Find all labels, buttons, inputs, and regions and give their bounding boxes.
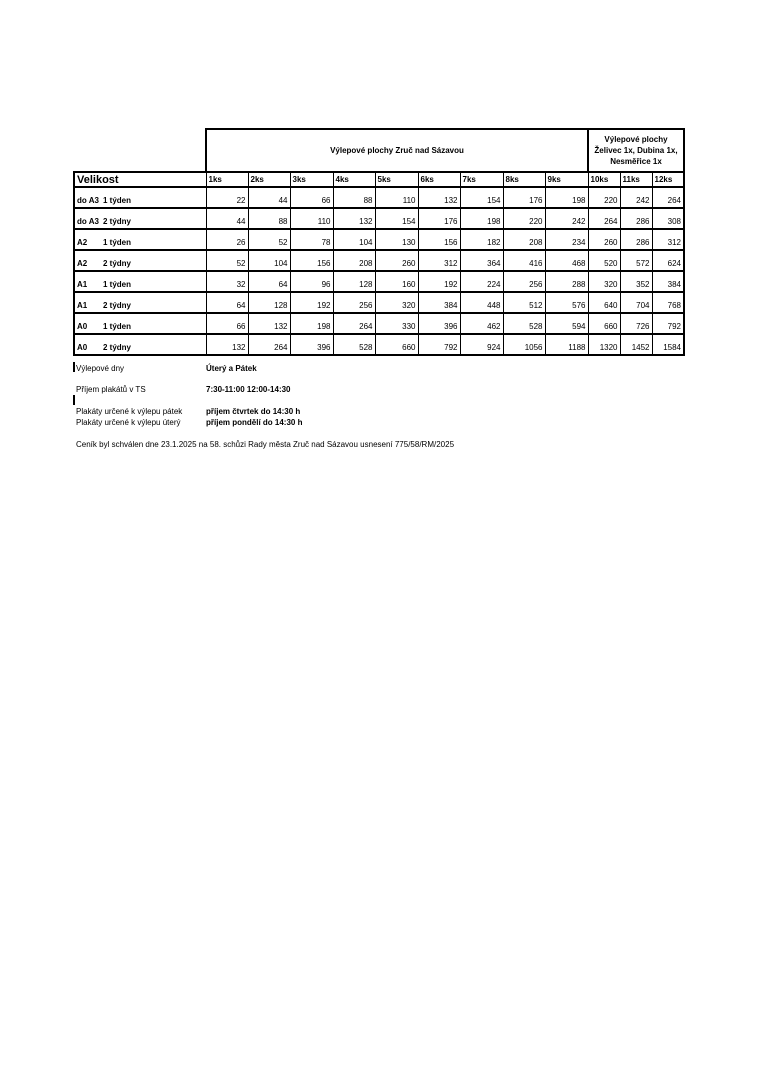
quantity-header: 10ks: [588, 172, 620, 187]
price-cell: 176: [418, 208, 460, 229]
price-cell: 104: [333, 229, 375, 250]
format-label: do A3: [77, 217, 99, 226]
price-cell: 320: [375, 292, 418, 313]
price-cell: 160: [375, 271, 418, 292]
price-cell: 594: [545, 313, 588, 334]
quantity-header: 12ks: [652, 172, 684, 187]
price-cell: 78: [290, 229, 333, 250]
price-cell: 264: [588, 208, 620, 229]
price-cell: 96: [290, 271, 333, 292]
price-cell: 286: [620, 229, 652, 250]
period-label: 1 týden: [103, 322, 132, 331]
price-cell: 260: [375, 250, 418, 271]
price-cell: 44: [206, 208, 248, 229]
table-row: [74, 187, 684, 208]
price-cell: 576: [545, 292, 588, 313]
format-label: A1: [77, 280, 88, 289]
price-cell: 352: [620, 271, 652, 292]
quantity-header: 4ks: [333, 172, 375, 187]
table-row: [74, 250, 684, 271]
price-cell: 52: [248, 229, 290, 250]
tuesday-label: Plakáty určené k výlepu úterý: [76, 418, 181, 427]
quantity-header: 6ks: [418, 172, 460, 187]
period-label: 2 týdny: [103, 301, 132, 310]
price-cell: 264: [333, 313, 375, 334]
price-cell: 520: [588, 250, 620, 271]
price-cell: 768: [652, 292, 684, 313]
price-cell: 924: [460, 334, 503, 355]
quantity-header: 5ks: [375, 172, 418, 187]
price-cell: 44: [248, 187, 290, 208]
price-cell: 448: [460, 292, 503, 313]
price-cell: 330: [375, 313, 418, 334]
quantity-header: 2ks: [248, 172, 290, 187]
price-cell: 468: [545, 250, 588, 271]
price-cell: 726: [620, 313, 652, 334]
price-cell: 132: [248, 313, 290, 334]
price-cell: 256: [503, 271, 545, 292]
table-corner: [74, 129, 206, 172]
price-cell: 132: [418, 187, 460, 208]
price-cell: 66: [290, 187, 333, 208]
format-label: A1: [77, 301, 88, 310]
price-cell: 198: [460, 208, 503, 229]
days-value: Úterý a Pátek: [206, 364, 257, 373]
friday-value: příjem čtvrtek do 14:30 h: [206, 407, 301, 416]
price-table: [73, 128, 685, 356]
price-cell: 220: [503, 208, 545, 229]
table-row: [74, 292, 684, 313]
price-cell: 384: [652, 271, 684, 292]
price-cell: 154: [460, 187, 503, 208]
price-cell: 364: [460, 250, 503, 271]
price-cell: 208: [503, 229, 545, 250]
price-cell: 288: [545, 271, 588, 292]
table-row: [74, 334, 684, 355]
price-cell: 260: [588, 229, 620, 250]
price-cell: 660: [588, 313, 620, 334]
table-row: [74, 229, 684, 250]
price-cell: 264: [652, 187, 684, 208]
table-row: [74, 313, 684, 334]
price-cell: 512: [503, 292, 545, 313]
period-label: 2 týdny: [103, 217, 132, 226]
quantity-header: 1ks: [206, 172, 248, 187]
price-cell: 1584: [652, 334, 684, 355]
quantity-header: 9ks: [545, 172, 588, 187]
table-row: [74, 271, 684, 292]
format-label: A2: [77, 259, 88, 268]
header-other-villages: Výlepové plochy Želivec 1x, Dubina 1x, Nesměřice 1x: [588, 129, 684, 172]
price-cell: 198: [290, 313, 333, 334]
price-cell: 312: [418, 250, 460, 271]
price-cell: 64: [206, 292, 248, 313]
price-cell: 416: [503, 250, 545, 271]
price-cell: 1056: [503, 334, 545, 355]
approval-note: Ceník byl schválen dne 23.1.2025 na 58. schůzi Rady města Zruč nad Sázavou usnesení 775/58/RM/2025: [76, 440, 455, 449]
price-cell: 1188: [545, 334, 588, 355]
price-cell: 176: [503, 187, 545, 208]
size-cell: [74, 292, 206, 313]
price-cell: 462: [460, 313, 503, 334]
table-row: [74, 208, 684, 229]
format-label: do A3: [77, 196, 99, 205]
price-cell: 528: [333, 334, 375, 355]
quantity-header: 8ks: [503, 172, 545, 187]
price-cell: 286: [620, 208, 652, 229]
price-table-container: [73, 128, 685, 356]
price-cell: 192: [290, 292, 333, 313]
size-cell: [74, 208, 206, 229]
price-cell: 792: [652, 313, 684, 334]
tuesday-value: příjem pondělí do 14:30 h: [206, 418, 303, 427]
format-label: A0: [77, 343, 88, 352]
price-cell: 220: [588, 187, 620, 208]
format-label: A0: [77, 322, 88, 331]
price-cell: 182: [460, 229, 503, 250]
price-cell: 1320: [588, 334, 620, 355]
price-cell: 242: [545, 208, 588, 229]
price-cell: 396: [290, 334, 333, 355]
price-cell: 192: [418, 271, 460, 292]
price-cell: 704: [620, 292, 652, 313]
price-cell: 1452: [620, 334, 652, 355]
price-cell: 22: [206, 187, 248, 208]
size-cell: [74, 313, 206, 334]
price-cell: 198: [545, 187, 588, 208]
price-cell: 528: [503, 313, 545, 334]
price-cell: 32: [206, 271, 248, 292]
size-cell: [74, 187, 206, 208]
days-label: Výlepové dny: [76, 364, 125, 373]
quantity-header: 11ks: [620, 172, 652, 187]
price-cell: 104: [248, 250, 290, 271]
quantity-header: 3ks: [290, 172, 333, 187]
price-cell: 624: [652, 250, 684, 271]
price-cell: 154: [375, 208, 418, 229]
price-cell: 660: [375, 334, 418, 355]
price-cell: 312: [652, 229, 684, 250]
format-label: A2: [77, 238, 88, 247]
intake-label: Příjem plakátů v TS: [76, 385, 146, 394]
price-cell: 320: [588, 271, 620, 292]
price-cell: 242: [620, 187, 652, 208]
intake-value: 7:30-11:00 12:00-14:30: [206, 385, 291, 394]
price-cell: 308: [652, 208, 684, 229]
row-marker: [73, 362, 75, 372]
size-cell: [74, 250, 206, 271]
price-cell: 128: [248, 292, 290, 313]
price-cell: 132: [333, 208, 375, 229]
price-cell: 640: [588, 292, 620, 313]
period-label: 2 týdny: [103, 343, 132, 352]
price-cell: 66: [206, 313, 248, 334]
price-cell: 224: [460, 271, 503, 292]
price-cell: 208: [333, 250, 375, 271]
price-cell: 396: [418, 313, 460, 334]
price-cell: 52: [206, 250, 248, 271]
size-column-header: Velikost: [74, 172, 206, 187]
price-cell: 156: [418, 229, 460, 250]
price-cell: 110: [375, 187, 418, 208]
price-cell: 256: [333, 292, 375, 313]
friday-label: Plakáty určené k výlepu pátek: [76, 407, 183, 416]
price-cell: 128: [333, 271, 375, 292]
price-cell: 384: [418, 292, 460, 313]
price-cell: 88: [248, 208, 290, 229]
column-header-row: [74, 172, 684, 187]
price-cell: 264: [248, 334, 290, 355]
size-cell: [74, 271, 206, 292]
price-cell: 130: [375, 229, 418, 250]
price-cell: 132: [206, 334, 248, 355]
price-cell: 88: [333, 187, 375, 208]
price-cell: 64: [248, 271, 290, 292]
price-cell: 234: [545, 229, 588, 250]
period-label: 1 týden: [103, 280, 132, 289]
period-label: 1 týden: [103, 238, 132, 247]
period-label: 2 týdny: [103, 259, 132, 268]
price-cell: 26: [206, 229, 248, 250]
price-cell: 110: [290, 208, 333, 229]
period-label: 1 týden: [103, 196, 132, 205]
row-marker: [73, 395, 75, 405]
price-cell: 156: [290, 250, 333, 271]
header-zruc: Výlepové plochy Zruč nad Sázavou: [206, 129, 588, 172]
price-cell: 572: [620, 250, 652, 271]
size-cell: [74, 334, 206, 355]
price-cell: 792: [418, 334, 460, 355]
size-cell: [74, 229, 206, 250]
quantity-header: 7ks: [460, 172, 503, 187]
